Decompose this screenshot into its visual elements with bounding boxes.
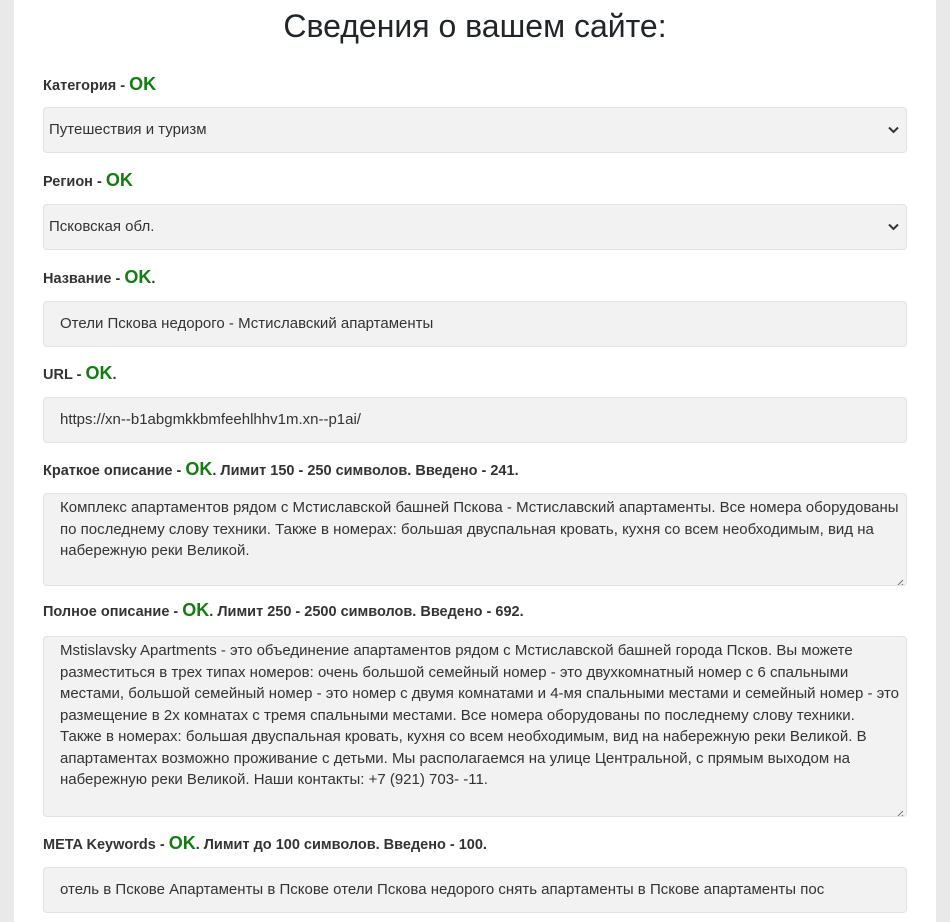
full-description-label-text: Полное описание - xyxy=(43,604,179,620)
short-description-suffix: . Лимит 150 - 250 символов. Введено - 241. xyxy=(212,463,519,479)
url-suffix: . xyxy=(112,367,117,383)
name-status: OK xyxy=(124,267,152,287)
meta-keywords-input[interactable]: отель в Пскове Апартаменты в Пскове отели Пскова недорого снять апартаменты в Пскове апартаменты пос xyxy=(43,867,907,913)
full-description-text: Mstislavsky Apartments - это объединение апартаментов рядом с Мстиславской башней города Псков. Вы можете разместиться в трех типах номеров: очень большой семейный номер - это двухкомнатный номер с 6 спальными местами, большой семейный номер - это номер с двумя комнатами и 4-мя спальными местами и семейный номер - это размещение в 2х комнатах с тремя спальными местами. Все номера оборудованы по последнему слову техники. Также в номерах: большая двуспальная кровать, кухня со всем необходимым, вид на набережную реки Великой. В апартаментах возможно проживание с детьми. Мы располагаемся на улице Центральной, с прямым выходом на набережную реки Великой. Наши контакты: +7 (921) 703- -11. xyxy=(60,642,900,788)
category-selected-value: Путешествия и туризм xyxy=(49,121,207,138)
full-description-status: OK xyxy=(182,600,210,620)
chevron-down-icon xyxy=(886,108,900,152)
region-label-text: Регион - xyxy=(43,174,102,190)
name-suffix: . xyxy=(151,271,156,287)
resize-grip-icon[interactable] xyxy=(894,573,904,583)
resize-grip-icon[interactable] xyxy=(894,804,904,814)
short-description-label xyxy=(43,459,519,481)
region-status: OK xyxy=(105,170,133,190)
short-description-text: Комплекс апартаментов рядом с Мстиславской башней Пскова - Мстиславский апартаменты. Все номера оборудованы по последнему слову техники. Также в номерах: большая двуспальная кровать, кухня со всем необходимым, вид на набережную реки Великой. xyxy=(60,499,899,559)
meta-keywords-label-text: META Keywords - xyxy=(43,837,165,853)
url-input[interactable]: https://xn--b1abgmkkbmfeehlhhv1m.xn--p1ai/ xyxy=(43,397,907,443)
page-title: Сведения о вашем сайте: xyxy=(283,8,667,44)
full-description-textarea[interactable] xyxy=(43,636,907,817)
meta-keywords-status: OK xyxy=(168,833,196,853)
url-label xyxy=(43,363,116,385)
category-status: OK xyxy=(129,74,157,94)
meta-keywords-label xyxy=(43,833,487,855)
site-info-form xyxy=(14,0,936,922)
full-description-suffix: . Лимит 250 - 2500 символов. Введено - 692. xyxy=(209,604,524,620)
short-description-label-text: Краткое описание - xyxy=(43,463,182,479)
url-status: OK xyxy=(85,363,113,383)
name-label-text: Название - xyxy=(43,271,121,287)
region-selected-value: Псковская обл. xyxy=(49,218,155,235)
name-input[interactable]: Отели Пскова недорого - Мстиславский апартаменты xyxy=(43,301,907,347)
category-label-text: Категория - xyxy=(43,78,126,94)
short-description-textarea[interactable] xyxy=(43,493,907,586)
full-description-label xyxy=(43,600,524,622)
short-description-status: OK xyxy=(185,459,213,479)
region-label xyxy=(43,170,133,192)
category-label xyxy=(43,74,156,96)
url-label-text: URL - xyxy=(43,367,82,383)
region-select[interactable] xyxy=(43,204,907,250)
category-select[interactable] xyxy=(43,107,907,153)
chevron-down-icon xyxy=(886,205,900,249)
meta-keywords-suffix: . Лимит до 100 символов. Введено - 100. xyxy=(195,837,487,853)
name-label xyxy=(43,267,155,289)
